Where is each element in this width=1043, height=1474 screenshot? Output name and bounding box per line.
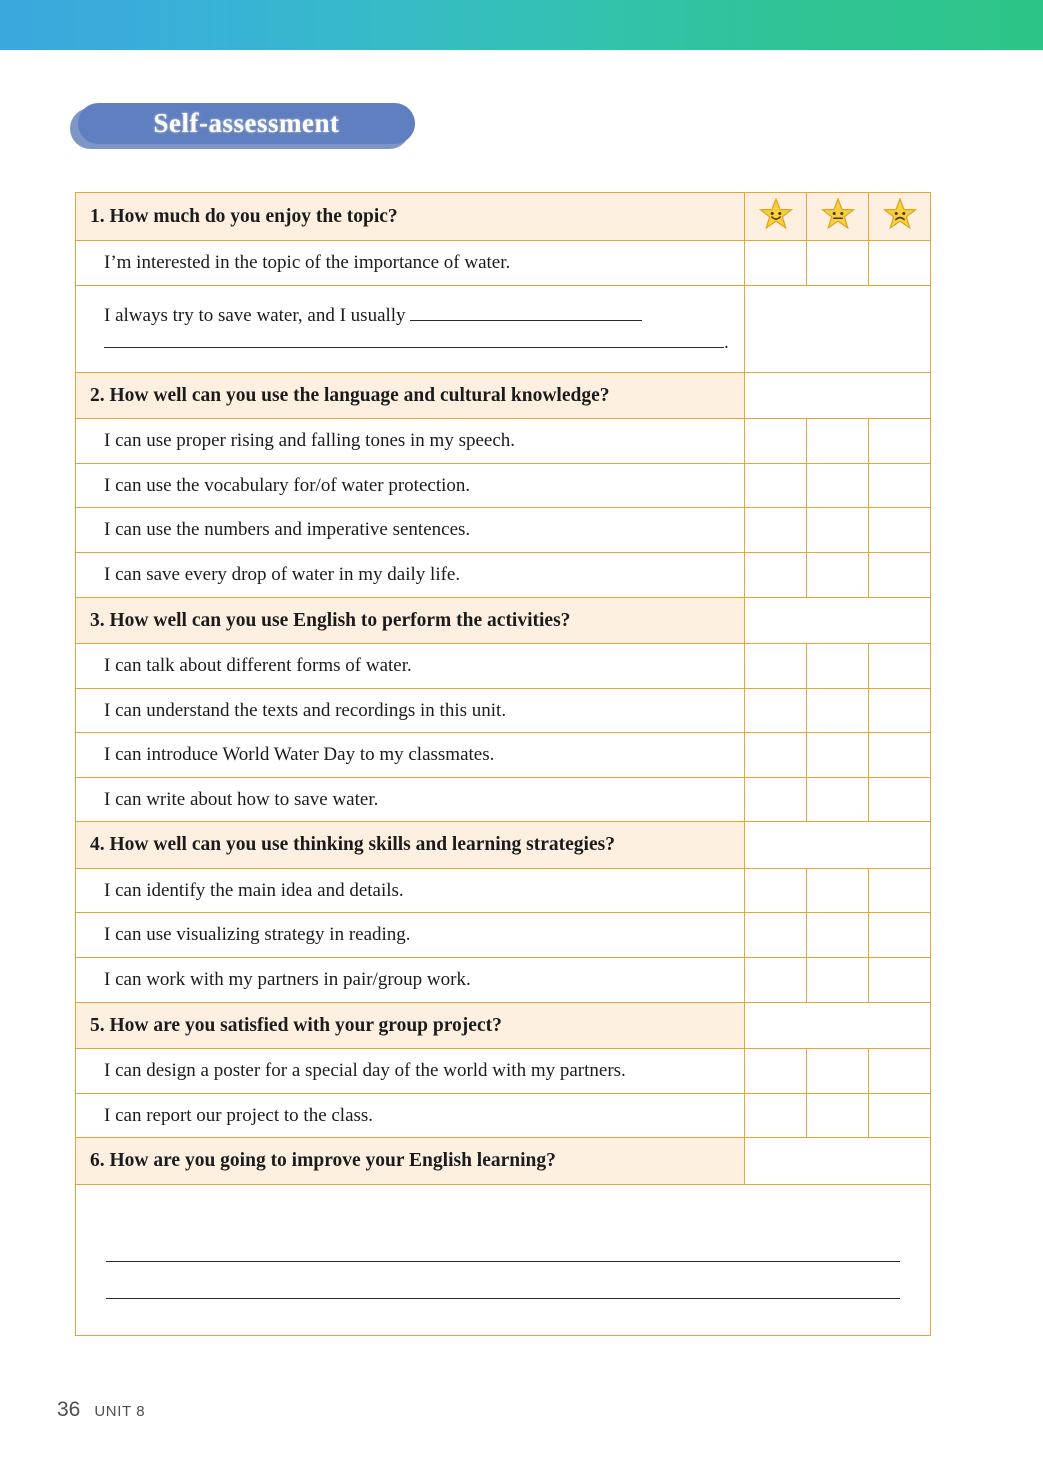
rating-checkbox-sad[interactable] <box>869 418 931 463</box>
rating-checkbox-sad[interactable] <box>869 463 931 508</box>
unit-label: UNIT 8 <box>94 1403 146 1420</box>
rating-checkbox-happy[interactable] <box>745 777 807 822</box>
write-in-line-1[interactable] <box>106 1225 900 1262</box>
rating-cell-merged <box>745 372 931 418</box>
rating-cell-merged <box>745 1138 931 1184</box>
rating-cell-merged <box>745 285 931 372</box>
statement-text: I can report our project to the class. <box>76 1093 745 1138</box>
question-text: 1. How much do you enjoy the topic? <box>76 193 745 241</box>
rating-checkbox-happy[interactable] <box>745 508 807 553</box>
rating-cell-merged <box>745 822 931 868</box>
rating-checkbox-happy[interactable] <box>745 733 807 778</box>
statement-text: I can understand the texts and recordings in this unit. <box>76 688 745 733</box>
rating-checkbox-happy[interactable] <box>745 241 807 286</box>
top-gradient-bar <box>0 0 1043 50</box>
rating-checkbox-sad[interactable] <box>869 1049 931 1094</box>
statement-text: I can use proper rising and falling tones in my speech. <box>76 418 745 463</box>
table-row-statement <box>76 868 931 913</box>
table-row-statement <box>76 241 931 286</box>
rating-checkbox-neutral[interactable] <box>807 508 869 553</box>
rating-checkbox-happy[interactable] <box>745 418 807 463</box>
table-row-question <box>76 372 931 418</box>
rating-cell-merged <box>745 597 931 643</box>
rating-checkbox-neutral[interactable] <box>807 1093 869 1138</box>
statement-text: I can identify the main idea and details. <box>76 868 745 913</box>
page-title-banner <box>70 103 415 149</box>
write-in-blank-long[interactable] <box>104 329 724 348</box>
question-text: 3. How well can you use English to perform the activities? <box>76 597 745 643</box>
rating-checkbox-neutral[interactable] <box>807 1049 869 1094</box>
question-text: 5. How are you satisfied with your group project? <box>76 1002 745 1048</box>
statement-text: I can introduce World Water Day to my classmates. <box>76 733 745 778</box>
rating-checkbox-neutral[interactable] <box>807 913 869 958</box>
table-row-statement <box>76 958 931 1003</box>
table-row-statement <box>76 688 931 733</box>
rating-checkbox-sad[interactable] <box>869 643 931 688</box>
rating-checkbox-neutral[interactable] <box>807 552 869 597</box>
page-number: 36 <box>57 1398 81 1421</box>
table-row-statement <box>76 463 931 508</box>
page-title: Self-assessment <box>153 108 340 138</box>
table-row-free-write <box>76 1184 931 1335</box>
statement-text: I always try to save water, and I usually <box>104 305 406 326</box>
statement-text: I can use visualizing strategy in reading. <box>76 913 745 958</box>
star-icon-sad <box>869 193 931 241</box>
rating-checkbox-happy[interactable] <box>745 688 807 733</box>
table-row-question <box>76 597 931 643</box>
rating-checkbox-happy[interactable] <box>745 913 807 958</box>
rating-checkbox-neutral[interactable] <box>807 733 869 778</box>
statement-text: I can use the vocabulary for/of water protection. <box>76 463 745 508</box>
statement-trailing-period: . <box>724 331 729 353</box>
star-icon-neutral <box>807 193 869 241</box>
statement-text: I’m interested in the topic of the importance of water. <box>76 241 745 286</box>
write-in-blank-short[interactable] <box>410 302 642 321</box>
table-row-question <box>76 193 931 241</box>
statement-text: I can write about how to save water. <box>76 777 745 822</box>
self-assessment-table <box>75 192 931 1336</box>
question-text: 6. How are you going to improve your English learning? <box>76 1138 745 1184</box>
rating-checkbox-happy[interactable] <box>745 958 807 1003</box>
rating-checkbox-neutral[interactable] <box>807 958 869 1003</box>
table-row-question <box>76 1138 931 1184</box>
table-row-statement-fill <box>76 285 931 372</box>
title-pill <box>78 103 415 144</box>
rating-checkbox-sad[interactable] <box>869 958 931 1003</box>
rating-checkbox-neutral[interactable] <box>807 241 869 286</box>
rating-checkbox-sad[interactable] <box>869 733 931 778</box>
rating-checkbox-sad[interactable] <box>869 508 931 553</box>
statement-text: I can work with my partners in pair/group work. <box>76 958 745 1003</box>
statement-text: I can use the numbers and imperative sentences. <box>76 508 745 553</box>
table-row-statement <box>76 508 931 553</box>
rating-checkbox-sad[interactable] <box>869 241 931 286</box>
table-row-question <box>76 1002 931 1048</box>
question-text: 2. How well can you use the language and cultural knowledge? <box>76 372 745 418</box>
rating-checkbox-sad[interactable] <box>869 1093 931 1138</box>
rating-checkbox-happy[interactable] <box>745 463 807 508</box>
rating-checkbox-happy[interactable] <box>745 1093 807 1138</box>
table-row-statement <box>76 1093 931 1138</box>
rating-checkbox-neutral[interactable] <box>807 777 869 822</box>
page-footer <box>57 1398 145 1422</box>
rating-checkbox-neutral[interactable] <box>807 418 869 463</box>
rating-checkbox-sad[interactable] <box>869 552 931 597</box>
table-row-statement <box>76 777 931 822</box>
star-icon-happy <box>745 193 807 241</box>
rating-cell-merged <box>745 1002 931 1048</box>
rating-checkbox-sad[interactable] <box>869 868 931 913</box>
rating-checkbox-neutral[interactable] <box>807 688 869 733</box>
rating-checkbox-sad[interactable] <box>869 777 931 822</box>
table-row-statement <box>76 552 931 597</box>
rating-checkbox-happy[interactable] <box>745 868 807 913</box>
statement-text: I can design a poster for a special day of the world with my partners. <box>76 1049 745 1094</box>
statement-fill-in[interactable] <box>76 285 745 372</box>
table-row-statement <box>76 643 931 688</box>
table-row-statement <box>76 1049 931 1094</box>
rating-checkbox-neutral[interactable] <box>807 463 869 508</box>
statement-text: I can save every drop of water in my daily life. <box>76 552 745 597</box>
free-write-area[interactable] <box>76 1184 931 1335</box>
table-row-question <box>76 822 931 868</box>
rating-checkbox-neutral[interactable] <box>807 868 869 913</box>
table-row-statement <box>76 418 931 463</box>
rating-checkbox-sad[interactable] <box>869 688 931 733</box>
table-row-statement <box>76 913 931 958</box>
rating-checkbox-happy[interactable] <box>745 643 807 688</box>
rating-checkbox-happy[interactable] <box>745 552 807 597</box>
rating-checkbox-happy[interactable] <box>745 1049 807 1094</box>
rating-checkbox-sad[interactable] <box>869 913 931 958</box>
rating-checkbox-neutral[interactable] <box>807 643 869 688</box>
write-in-line-2[interactable] <box>106 1262 900 1299</box>
question-text: 4. How well can you use thinking skills and learning strategies? <box>76 822 745 868</box>
statement-text: I can talk about different forms of water. <box>76 643 745 688</box>
table-row-statement <box>76 733 931 778</box>
